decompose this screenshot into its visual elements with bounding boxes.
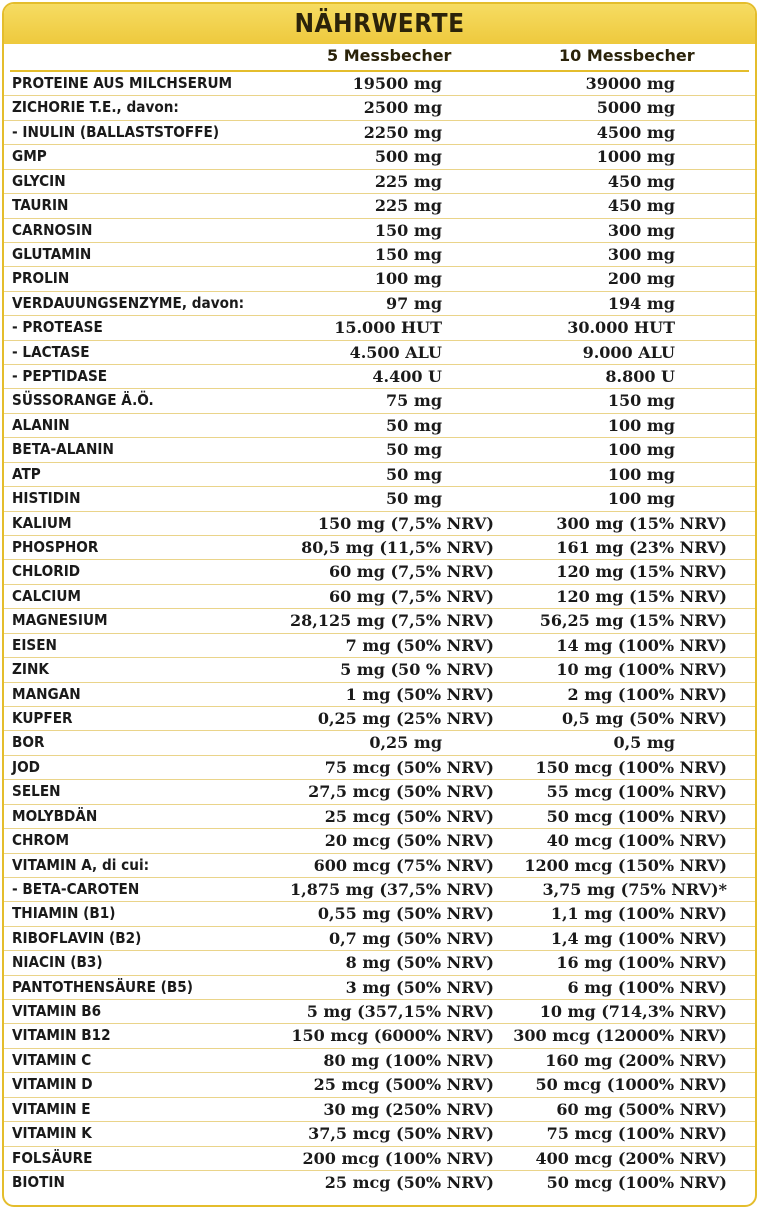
table-row bbox=[4, 854, 755, 878]
value-10-messbecher: 100 mg bbox=[607, 415, 675, 435]
value-10-messbecher: 160 mg (200% NRV) bbox=[545, 1050, 727, 1070]
value-10-messbecher: 6 mg (100% NRV) bbox=[567, 977, 727, 997]
nutrient-name: VITAMIN B12 bbox=[12, 1026, 111, 1045]
value-10-messbecher: 55 mcg (100% NRV) bbox=[546, 782, 727, 802]
value-10-messbecher: 120 mg (15% NRV) bbox=[556, 562, 727, 582]
nutrient-name: - LACTASE bbox=[12, 342, 90, 361]
value-10-messbecher: 56,25 mg (15% NRV) bbox=[539, 611, 727, 631]
value-10-messbecher: 150 mcg (100% NRV) bbox=[535, 757, 727, 777]
value-10-messbecher: 50 mcg (1000% NRV) bbox=[535, 1075, 727, 1095]
nutrient-name: - BETA-CAROTEN bbox=[12, 879, 140, 898]
nutrient-name: GLUTAMIN bbox=[12, 244, 92, 263]
nutrient-name: JOD bbox=[12, 757, 40, 776]
value-10-messbecher: 120 mg (15% NRV) bbox=[556, 586, 727, 606]
value-5-messbecher: 100 mg bbox=[374, 269, 442, 289]
nutrition-panel bbox=[2, 2, 757, 1207]
value-5-messbecher: 0,7 mg (50% NRV) bbox=[328, 928, 494, 948]
value-5-messbecher: 8 mg (50% NRV) bbox=[345, 953, 494, 973]
nutrient-name: VITAMIN A, di cui: bbox=[12, 855, 150, 874]
table-row bbox=[4, 1171, 755, 1195]
value-5-messbecher: 28,125 mg (7,5% NRV) bbox=[289, 611, 494, 631]
nutrient-name: ZICHORIE T.E., davon: bbox=[12, 98, 179, 117]
value-10-messbecher: 1000 mg bbox=[596, 147, 675, 167]
table-row bbox=[4, 780, 755, 804]
value-10-messbecher: 300 mcg (12000% NRV) bbox=[513, 1026, 727, 1046]
table-row bbox=[4, 683, 755, 707]
value-5-messbecher: 200 mcg (100% NRV) bbox=[302, 1148, 494, 1168]
table-row bbox=[4, 292, 755, 316]
nutrient-name: - PEPTIDASE bbox=[12, 367, 108, 386]
value-5-messbecher: 1 mg (50% NRV) bbox=[345, 684, 494, 704]
value-5-messbecher: 15.000 HUT bbox=[334, 318, 442, 338]
value-10-messbecher: 5000 mg bbox=[596, 98, 675, 118]
table-row bbox=[4, 316, 755, 340]
nutrient-name: PROTEINE AUS MILCHSERUM bbox=[12, 74, 233, 92]
value-10-messbecher: 161 mg (23% NRV) bbox=[556, 538, 727, 558]
nutrient-name: HISTIDIN bbox=[12, 489, 81, 508]
table-row bbox=[4, 463, 755, 487]
table-row bbox=[4, 1098, 755, 1122]
table-row bbox=[4, 976, 755, 1000]
value-5-messbecher: 225 mg bbox=[374, 171, 442, 191]
table-row bbox=[4, 927, 755, 951]
value-5-messbecher: 50 mg bbox=[386, 415, 442, 435]
value-10-messbecher: 300 mg bbox=[607, 244, 675, 264]
table-row bbox=[4, 72, 755, 96]
value-10-messbecher: 1200 mcg (150% NRV) bbox=[524, 855, 727, 875]
value-10-messbecher: 30.000 HUT bbox=[567, 318, 675, 338]
value-5-messbecher: 225 mg bbox=[374, 196, 442, 216]
table-row bbox=[4, 1147, 755, 1171]
table-row bbox=[4, 512, 755, 536]
nutrition-table bbox=[4, 72, 755, 1195]
nutrient-name: KALIUM bbox=[12, 513, 72, 532]
table-row bbox=[4, 194, 755, 218]
table-row bbox=[4, 658, 755, 682]
nutrient-name: RIBOFLAVIN (B2) bbox=[12, 928, 142, 947]
nutrient-name: BOR bbox=[12, 733, 45, 752]
value-5-messbecher: 0,25 mg bbox=[369, 733, 442, 753]
nutrient-name: SELEN bbox=[12, 782, 61, 801]
table-row bbox=[4, 634, 755, 658]
page-title: NÄHRWERTE bbox=[294, 9, 465, 39]
table-row bbox=[4, 1049, 755, 1073]
value-10-messbecher: 10 mg (100% NRV) bbox=[556, 660, 727, 680]
nutrient-name: KUPFER bbox=[12, 708, 73, 727]
nutrient-name: - PROTEASE bbox=[12, 318, 103, 337]
table-row bbox=[4, 805, 755, 829]
value-5-messbecher: 3 mg (50% NRV) bbox=[345, 977, 494, 997]
table-row bbox=[4, 878, 755, 902]
value-5-messbecher: 2250 mg bbox=[363, 122, 442, 142]
nutrient-name: VITAMIN D bbox=[12, 1075, 93, 1094]
table-row bbox=[4, 121, 755, 145]
table-row bbox=[4, 365, 755, 389]
nutrient-name: PANTOTHENSÄURE (B5) bbox=[12, 977, 194, 996]
value-5-messbecher: 25 mcg (50% NRV) bbox=[324, 1172, 494, 1192]
nutrient-name: MOLYBDÄN bbox=[12, 806, 98, 825]
table-row bbox=[4, 96, 755, 120]
table-row bbox=[4, 560, 755, 584]
table-row bbox=[4, 1000, 755, 1024]
table-row bbox=[4, 1073, 755, 1097]
nutrient-name: PROLIN bbox=[12, 269, 70, 288]
value-10-messbecher: 100 mg bbox=[607, 440, 675, 460]
value-5-messbecher: 50 mg bbox=[386, 489, 442, 509]
table-row bbox=[4, 219, 755, 243]
nutrient-name: ZINK bbox=[12, 660, 49, 679]
value-5-messbecher: 150 mg (7,5% NRV) bbox=[317, 513, 494, 533]
table-row bbox=[4, 756, 755, 780]
value-10-messbecher: 8.800 U bbox=[605, 367, 675, 387]
table-row bbox=[4, 414, 755, 438]
table-row bbox=[4, 487, 755, 511]
nutrient-name: PHOSPHOR bbox=[12, 538, 99, 557]
value-5-messbecher: 97 mg bbox=[386, 293, 442, 313]
column-header-10-messbecher: 10 Messbecher bbox=[559, 46, 695, 65]
value-10-messbecher: 2 mg (100% NRV) bbox=[567, 684, 727, 704]
nutrient-name: GLYCIN bbox=[12, 171, 66, 190]
table-row bbox=[4, 267, 755, 291]
value-5-messbecher: 60 mg (7,5% NRV) bbox=[328, 562, 494, 582]
nutrient-name: VITAMIN C bbox=[12, 1050, 92, 1069]
value-5-messbecher: 37,5 mcg (50% NRV) bbox=[308, 1124, 494, 1144]
value-5-messbecher: 5 mg (357,15% NRV) bbox=[306, 1002, 494, 1022]
nutrient-name: VITAMIN B6 bbox=[12, 1002, 102, 1021]
value-10-messbecher: 100 mg bbox=[607, 489, 675, 509]
value-10-messbecher: 300 mg (15% NRV) bbox=[556, 513, 727, 533]
nutrient-name: BETA-ALANIN bbox=[12, 440, 114, 459]
value-5-messbecher: 80,5 mg (11,5% NRV) bbox=[301, 538, 494, 558]
value-5-messbecher: 25 mcg (500% NRV) bbox=[313, 1075, 494, 1095]
nutrient-name: TAURIN bbox=[12, 196, 69, 215]
table-row bbox=[4, 243, 755, 267]
column-headers bbox=[4, 44, 755, 72]
value-5-messbecher: 50 mg bbox=[386, 464, 442, 484]
value-5-messbecher: 5 mg (50 % NRV) bbox=[340, 660, 494, 680]
value-5-messbecher: 50 mg bbox=[386, 440, 442, 460]
nutrient-name: THIAMIN (B1) bbox=[12, 904, 116, 923]
table-row bbox=[4, 145, 755, 169]
value-10-messbecher: 150 mg bbox=[607, 391, 675, 411]
value-5-messbecher: 150 mg bbox=[374, 220, 442, 240]
value-10-messbecher: 39000 mg bbox=[585, 74, 675, 93]
value-5-messbecher: 25 mcg (50% NRV) bbox=[324, 806, 494, 826]
table-row bbox=[4, 341, 755, 365]
title-bar bbox=[4, 4, 755, 44]
value-10-messbecher: 1,1 mg (100% NRV) bbox=[550, 904, 727, 924]
nutrient-name: FOLSÄURE bbox=[12, 1148, 93, 1167]
nutrient-name: CALCIUM bbox=[12, 586, 81, 605]
value-10-messbecher: 40 mcg (100% NRV) bbox=[546, 831, 727, 851]
table-row bbox=[4, 536, 755, 560]
value-10-messbecher: 400 mcg (200% NRV) bbox=[535, 1148, 727, 1168]
nutrient-name: CARNOSIN bbox=[12, 220, 93, 239]
column-header-5-messbecher: 5 Messbecher bbox=[327, 46, 452, 65]
table-row bbox=[4, 1024, 755, 1048]
value-5-messbecher: 4.500 ALU bbox=[349, 342, 442, 362]
value-10-messbecher: 60 mg (500% NRV) bbox=[556, 1099, 727, 1119]
value-10-messbecher: 194 mg bbox=[607, 293, 675, 313]
nutrient-name: - INULIN (BALLASTSTOFFE) bbox=[12, 122, 220, 141]
nutrient-name: NIACIN (B3) bbox=[12, 953, 103, 972]
value-10-messbecher: 14 mg (100% NRV) bbox=[556, 635, 727, 655]
nutrient-name: BIOTIN bbox=[12, 1172, 65, 1191]
table-row bbox=[4, 731, 755, 755]
nutrient-name: GMP bbox=[12, 147, 47, 166]
value-10-messbecher: 50 mcg (100% NRV) bbox=[546, 1172, 727, 1192]
nutrient-name: VITAMIN K bbox=[12, 1124, 92, 1143]
nutrient-name: SÜSSORANGE Ä.Ö. bbox=[12, 391, 154, 410]
table-row bbox=[4, 829, 755, 853]
value-5-messbecher: 150 mcg (6000% NRV) bbox=[291, 1026, 494, 1046]
value-5-messbecher: 7 mg (50% NRV) bbox=[345, 635, 494, 655]
table-row bbox=[4, 438, 755, 462]
value-5-messbecher: 80 mg (100% NRV) bbox=[323, 1050, 494, 1070]
value-5-messbecher: 19500 mg bbox=[352, 74, 442, 93]
table-row bbox=[4, 951, 755, 975]
table-row bbox=[4, 389, 755, 413]
table-row bbox=[4, 609, 755, 633]
value-5-messbecher: 20 mcg (50% NRV) bbox=[324, 831, 494, 851]
value-5-messbecher: 600 mcg (75% NRV) bbox=[313, 855, 494, 875]
value-10-messbecher: 4500 mg bbox=[596, 122, 675, 142]
nutrient-name: EISEN bbox=[12, 635, 57, 654]
table-row bbox=[4, 170, 755, 194]
nutrient-name: ATP bbox=[12, 464, 41, 483]
value-5-messbecher: 75 mcg (50% NRV) bbox=[324, 757, 494, 777]
value-10-messbecher: 300 mg bbox=[607, 220, 675, 240]
value-10-messbecher: 75 mcg (100% NRV) bbox=[546, 1124, 727, 1144]
table-row bbox=[4, 585, 755, 609]
value-10-messbecher: 9.000 ALU bbox=[582, 342, 675, 362]
value-5-messbecher: 500 mg bbox=[374, 147, 442, 167]
value-5-messbecher: 1,875 mg (37,5% NRV) bbox=[289, 879, 494, 899]
value-10-messbecher: 0,5 mg bbox=[613, 733, 675, 753]
value-10-messbecher: 450 mg bbox=[607, 171, 675, 191]
value-10-messbecher: 10 mg (714,3% NRV) bbox=[539, 1002, 727, 1022]
nutrient-name: MAGNESIUM bbox=[12, 611, 108, 630]
value-5-messbecher: 60 mg (7,5% NRV) bbox=[328, 586, 494, 606]
table-row bbox=[4, 707, 755, 731]
table-row bbox=[4, 902, 755, 926]
value-10-messbecher: 100 mg bbox=[607, 464, 675, 484]
table-row bbox=[4, 1122, 755, 1146]
nutrient-name: VITAMIN E bbox=[12, 1099, 91, 1118]
value-10-messbecher: 1,4 mg (100% NRV) bbox=[550, 928, 727, 948]
value-10-messbecher: 16 mg (100% NRV) bbox=[556, 953, 727, 973]
value-10-messbecher: 450 mg bbox=[607, 196, 675, 216]
value-5-messbecher: 27,5 mcg (50% NRV) bbox=[308, 782, 494, 802]
value-10-messbecher: 50 mcg (100% NRV) bbox=[546, 806, 727, 826]
nutrient-name: CHROM bbox=[12, 831, 70, 850]
value-5-messbecher: 2500 mg bbox=[363, 98, 442, 118]
value-5-messbecher: 0,55 mg (50% NRV) bbox=[317, 904, 494, 924]
value-5-messbecher: 75 mg bbox=[386, 391, 442, 411]
value-10-messbecher: 200 mg bbox=[607, 269, 675, 289]
value-10-messbecher: 3,75 mg (75% NRV)* bbox=[542, 879, 727, 899]
nutrient-name: ALANIN bbox=[12, 415, 70, 434]
nutrient-name: VERDAUUNGSENZYME, davon: bbox=[12, 293, 245, 312]
nutrient-name: CHLORID bbox=[12, 562, 81, 581]
value-5-messbecher: 150 mg bbox=[374, 244, 442, 264]
value-5-messbecher: 4.400 U bbox=[372, 367, 442, 387]
value-5-messbecher: 30 mg (250% NRV) bbox=[323, 1099, 494, 1119]
value-10-messbecher: 0,5 mg (50% NRV) bbox=[561, 708, 727, 728]
value-5-messbecher: 0,25 mg (25% NRV) bbox=[317, 708, 494, 728]
nutrient-name: MANGAN bbox=[12, 684, 81, 703]
